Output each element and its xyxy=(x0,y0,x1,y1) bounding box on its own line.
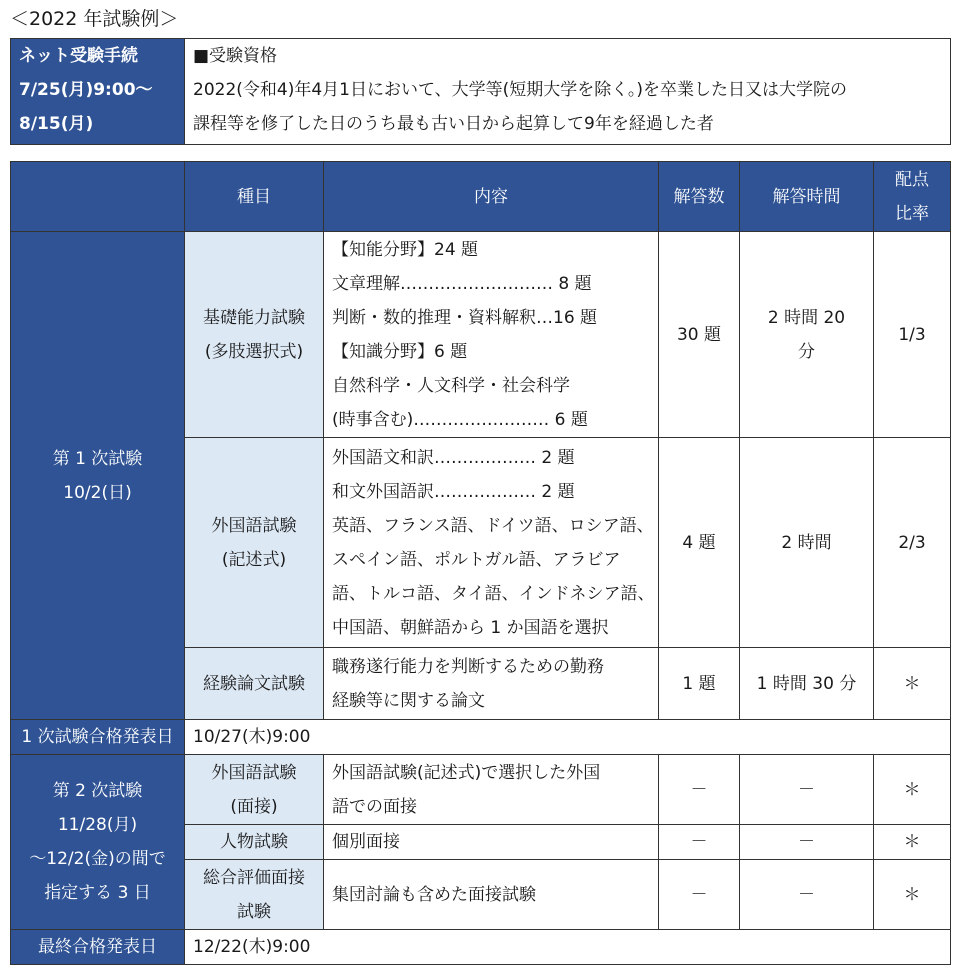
answer-time-cell xyxy=(740,438,874,648)
ratio-cell: ＊ xyxy=(874,825,951,860)
first-result-label: 1 次試験合格発表日 xyxy=(11,720,185,755)
subject-line: 基礎能力試験 xyxy=(203,307,305,328)
subject-cell xyxy=(185,860,324,930)
content-line: 自然科学・人文科学・社会科学 xyxy=(332,375,570,396)
content-cell xyxy=(324,755,659,825)
first-exam-label-line: 10/2(日) xyxy=(63,482,132,503)
answer-time-line: 1 時間 30 分 xyxy=(756,673,857,694)
answer-time-cell: － xyxy=(740,860,874,930)
second-exam-label-line: 11/28(月) xyxy=(57,815,138,835)
content-cell xyxy=(324,232,659,438)
content-line: 中国語、朝鮮語から 1 か国語を選択 xyxy=(332,617,609,638)
registration-table xyxy=(10,38,951,145)
eligibility-text-line: 2022(令和4)年4月1日において、大学等(短期大学を除く。)を卒業した日又は大学院の xyxy=(193,80,848,100)
content-line: 英語、フランス語、ドイツ語、ロシア語、 xyxy=(332,515,654,536)
content-line: 【知能分野】24 題 xyxy=(332,239,479,260)
subject-cell xyxy=(185,232,324,438)
num-answers-cell: 30 題 xyxy=(659,232,740,438)
first-exam-label xyxy=(11,232,185,720)
registration-label-line: 8/15(月) xyxy=(19,114,94,134)
eligibility-heading: ■受験資格 xyxy=(193,46,278,66)
answer-time-line: 分 xyxy=(798,341,815,362)
page-caption: ＜2022 年試験例＞ xyxy=(10,8,179,30)
answer-time-line: 2 時間 xyxy=(781,532,832,553)
header-ratio xyxy=(874,162,951,232)
num-answers-cell: 1 題 xyxy=(659,648,740,720)
header-answer-time: 解答時間 xyxy=(740,162,874,232)
content-line: 語での面接 xyxy=(332,796,417,817)
content-line: 判断・数的推理・資料解釈…16 題 xyxy=(332,307,598,328)
header-blank xyxy=(11,162,185,232)
registration-label-line: 7/25(月)9:00～ xyxy=(19,80,153,100)
content-line: 語、トルコ語、タイ語、インドネシア語、 xyxy=(332,583,655,604)
eligibility-cell xyxy=(185,39,951,145)
subject-line: 外国語試験 xyxy=(211,515,297,536)
second-exam-label-line: 指定する 3 日 xyxy=(44,883,151,903)
subject-cell xyxy=(185,825,324,860)
num-answers-cell: － xyxy=(659,860,740,930)
first-result-value: 10/27(木)9:00 xyxy=(185,720,951,755)
content-line: 集団討論も含めた面接試験 xyxy=(332,884,536,905)
ratio-cell: ＊ xyxy=(874,860,951,930)
registration-label xyxy=(11,39,185,145)
content-line: 【知識分野】6 題 xyxy=(332,341,468,362)
subject-line: (多肢選択式) xyxy=(204,341,304,362)
content-cell xyxy=(324,438,659,648)
subject-line: 経験論文試験 xyxy=(203,673,305,694)
content-line: 経験等に関する論文 xyxy=(332,690,485,711)
header-num-answers: 解答数 xyxy=(659,162,740,232)
ratio-cell: 2/3 xyxy=(874,438,951,648)
second-exam-label-line: 第 2 次試験 xyxy=(52,781,143,801)
content-line: 和文外国語訳……………… 2 題 xyxy=(332,481,575,502)
content-line: (時事含む)…………………… 6 題 xyxy=(332,409,588,430)
subject-line: (面接) xyxy=(230,796,278,817)
final-result-value: 12/22(木)9:00 xyxy=(185,930,951,965)
ratio-cell: 1/3 xyxy=(874,232,951,438)
subject-line: 総合評価面接 xyxy=(203,867,305,888)
content-line: スペイン語、ポルトガル語、アラビア xyxy=(332,549,621,570)
answer-time-cell xyxy=(740,648,874,720)
subject-line: (記述式) xyxy=(221,549,287,570)
content-cell xyxy=(324,825,659,860)
content-cell xyxy=(324,860,659,930)
first-exam-label-line: 第 1 次試験 xyxy=(52,448,143,469)
content-line: 外国語試験(記述式)で選択した外国 xyxy=(332,762,601,783)
ratio-cell: ＊ xyxy=(874,648,951,720)
exam-table xyxy=(10,161,951,965)
ratio-cell: ＊ xyxy=(874,755,951,825)
answer-time-line: 2 時間 20 xyxy=(767,307,846,328)
subject-line: 外国語試験 xyxy=(211,762,297,783)
num-answers-cell: 4 題 xyxy=(659,438,740,648)
header-ratio-line: 配点 xyxy=(895,169,929,190)
second-exam-label-line: ～12/2(金)の間で xyxy=(29,849,166,869)
subject-line: 人物試験 xyxy=(220,832,288,852)
subject-cell xyxy=(185,648,324,720)
subject-line: 試験 xyxy=(237,901,271,922)
content-cell xyxy=(324,648,659,720)
final-result-label: 最終合格発表日 xyxy=(11,930,185,965)
answer-time-cell: － xyxy=(740,825,874,860)
content-line: 外国語文和訳……………… 2 題 xyxy=(332,447,575,468)
second-exam-label xyxy=(11,755,185,930)
answer-time-cell xyxy=(740,232,874,438)
answer-time-cell: － xyxy=(740,755,874,825)
content-line: 職務遂行能力を判断するための勤務 xyxy=(332,656,604,677)
subject-cell xyxy=(185,755,324,825)
eligibility-text-line: 課程等を修了した日のうち最も古い日から起算して9年を経過した者 xyxy=(193,114,714,134)
header-ratio-line: 比率 xyxy=(895,203,929,224)
registration-label-line: ネット受験手続 xyxy=(19,46,138,66)
header-subject: 種目 xyxy=(185,162,324,232)
content-line: 文章理解……………………… 8 題 xyxy=(332,273,592,294)
content-line: 個別面接 xyxy=(332,832,400,852)
num-answers-cell: － xyxy=(659,825,740,860)
header-content: 内容 xyxy=(324,162,659,232)
num-answers-cell: － xyxy=(659,755,740,825)
subject-cell xyxy=(185,438,324,648)
